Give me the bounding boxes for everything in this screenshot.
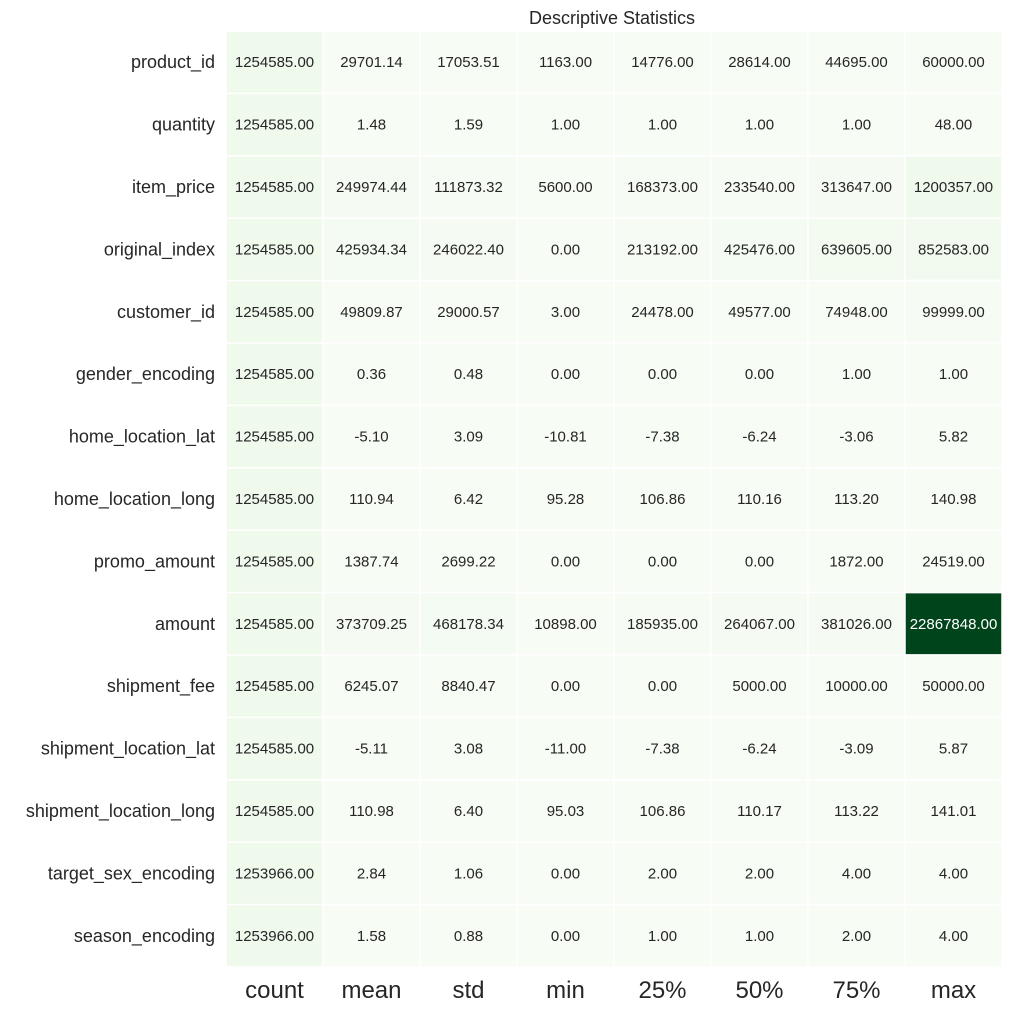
- cell-value-label: -11.00: [544, 740, 587, 758]
- cell-value-label: 6.42: [453, 491, 484, 508]
- cell-value-label: 10898.00: [534, 615, 597, 633]
- cell-value-label: 113.22: [834, 803, 879, 820]
- heatmap-cells: [226, 31, 1002, 967]
- cell-value-label: 213192.00: [627, 241, 698, 259]
- cell-value-label: 0.00: [550, 241, 581, 259]
- cell-value-label: 28614.00: [728, 54, 791, 72]
- cell-value-label: 4.00: [841, 865, 872, 883]
- chart-title: Descriptive Statistics: [528, 8, 696, 28]
- cell-value-label: 24519.00: [922, 553, 985, 571]
- row-label: customer_id: [116, 301, 215, 322]
- cell-value-label: -5.11: [354, 740, 389, 758]
- cell-value-label: 0.48: [453, 366, 484, 384]
- cell-value-label: 49577.00: [728, 303, 791, 321]
- cell-value-label: 1.00: [647, 927, 678, 945]
- cell-value-label: 1.00: [938, 366, 969, 384]
- cell-value-label: 852583.00: [918, 241, 989, 259]
- cell-value-label: 106.86: [639, 491, 686, 508]
- cell-value-label: 1254585.00: [234, 54, 315, 72]
- column-label: count: [245, 977, 304, 1004]
- cell-value-label: 140.98: [930, 491, 977, 508]
- cell-value-label: 2.00: [744, 865, 775, 883]
- cell-value-label: 1254585.00: [234, 179, 315, 196]
- row-label: home_location_lat: [68, 426, 215, 447]
- cell-value-label: 4.00: [938, 927, 969, 945]
- cell-value-label: -5.10: [354, 428, 389, 446]
- row-label: season_encoding: [73, 925, 215, 946]
- cell-value-label: 1.58: [356, 927, 387, 945]
- cell-value-label: 1.00: [841, 116, 872, 134]
- cell-value-label: -6.24: [742, 428, 777, 446]
- cell-value-label: 5.87: [938, 740, 969, 758]
- cell-value-label: 0.00: [550, 553, 581, 571]
- cell-value-label: 44695.00: [825, 54, 888, 72]
- cell-value-label: 1.00: [550, 116, 581, 134]
- cell-value-label: 141.01: [930, 803, 977, 820]
- cell-value-label: 264067.00: [724, 615, 795, 633]
- cell-value-label: 110.16: [737, 491, 782, 508]
- cell-value-label: 106.86: [639, 803, 686, 820]
- cell-value-label: 95.03: [546, 803, 585, 820]
- cell-value-label: 1200357.00: [913, 179, 994, 196]
- row-label: shipment_location_lat: [40, 738, 215, 759]
- cell-value-label: 1.00: [744, 927, 775, 945]
- column-label: 75%: [832, 977, 881, 1004]
- row-label: gender_encoding: [75, 364, 215, 385]
- cell-value-label: 1254585.00: [234, 366, 315, 384]
- cell-value-label: 2.00: [841, 927, 872, 945]
- cell-value-label: -10.81: [544, 428, 587, 446]
- cell-value-label: 1387.74: [344, 553, 399, 571]
- cell-value-label: 0.36: [356, 366, 387, 384]
- column-label: min: [546, 977, 585, 1004]
- cell-value-label: -3.09: [839, 740, 874, 758]
- cell-value-label: 22867848.00: [909, 615, 998, 633]
- row-label: promo_amount: [93, 551, 215, 572]
- cell-value-label: -7.38: [645, 740, 680, 758]
- cell-value-label: 1254585.00: [234, 116, 315, 134]
- cell-value-label: 0.00: [647, 366, 678, 384]
- cell-value-label: 468178.34: [433, 615, 504, 633]
- cell-value-label: 29701.14: [340, 54, 403, 72]
- cell-value-label: 74948.00: [825, 303, 888, 321]
- column-label: std: [452, 977, 485, 1004]
- cell-value-label: 1254585.00: [234, 615, 315, 633]
- cell-value-label: 6.40: [453, 803, 484, 820]
- cell-value-label: 110.94: [349, 491, 394, 508]
- cell-value-label: 1254585.00: [234, 803, 315, 820]
- cell-value-label: 2.84: [356, 865, 387, 883]
- cell-value-label: 249974.44: [336, 179, 407, 196]
- cell-value-label: 1.06: [453, 865, 484, 883]
- cell-value-label: 0.00: [744, 366, 775, 384]
- cell-value-label: 0.00: [744, 553, 775, 571]
- cell-value-label: 111873.32: [434, 179, 503, 196]
- cell-value-label: 5000.00: [732, 678, 787, 696]
- cell-value-label: 1253966.00: [234, 927, 315, 945]
- cell-value-label: 99999.00: [922, 303, 985, 321]
- cell-value-label: 48.00: [934, 116, 973, 134]
- cell-value-label: 1254585.00: [234, 303, 315, 321]
- cell-value-label: 381026.00: [821, 615, 892, 633]
- cell-value-label: 168373.00: [627, 179, 698, 196]
- cell-value-label: -7.38: [645, 428, 680, 446]
- cell-value-label: 1254585.00: [234, 241, 315, 259]
- cell-value-label: 0.00: [550, 678, 581, 696]
- row-label: home_location_long: [53, 489, 215, 509]
- cell-value-label: 29000.57: [437, 303, 500, 321]
- cell-value-label: 1253966.00: [234, 865, 315, 883]
- cell-value-label: 313647.00: [821, 179, 892, 196]
- cell-value-label: 49809.87: [340, 303, 403, 321]
- cell-value-label: 0.88: [453, 927, 484, 945]
- cell-value-label: 5.82: [938, 428, 969, 446]
- cell-value-label: 1.59: [453, 116, 484, 134]
- cell-value-label: 50000.00: [922, 678, 985, 696]
- cell-value-label: 8840.47: [441, 678, 496, 696]
- cell-value-label: 4.00: [938, 865, 969, 883]
- cell-value-label: 1872.00: [829, 553, 884, 571]
- cell-value-label: 3.08: [453, 740, 484, 758]
- cell-value-label: 14776.00: [631, 54, 694, 72]
- cell-value-label: -6.24: [742, 740, 777, 758]
- column-label: 50%: [735, 977, 784, 1004]
- column-label: mean: [341, 977, 402, 1004]
- cell-value-label: 2699.22: [441, 553, 496, 571]
- cell-value-label: 110.98: [349, 803, 394, 820]
- cell-value-label: 0.00: [647, 678, 678, 696]
- cell-value-label: 95.28: [546, 491, 585, 508]
- cell-value-label: 425476.00: [724, 241, 795, 259]
- cell-value-label: 1254585.00: [234, 491, 315, 508]
- cell-value-label: 425934.34: [336, 241, 407, 259]
- cell-value-label: 0.00: [550, 865, 581, 883]
- row-label: target_sex_encoding: [47, 863, 215, 884]
- cell-value-label: 246022.40: [433, 241, 504, 259]
- cell-value-label: 233540.00: [724, 179, 795, 196]
- cell-value-label: 0.00: [550, 927, 581, 945]
- row-label: amount: [154, 613, 215, 634]
- cell-value-label: 0.00: [647, 553, 678, 571]
- cell-value-label: 373709.25: [336, 615, 407, 633]
- cell-value-label: 1.00: [647, 116, 678, 134]
- column-label: max: [930, 977, 977, 1004]
- cell-value-label: 24478.00: [631, 303, 694, 321]
- cell-value-label: 5600.00: [538, 179, 593, 196]
- cell-value-label: 639605.00: [821, 241, 892, 259]
- cell-value-label: 17053.51: [437, 54, 500, 72]
- row-label: shipment_fee: [106, 676, 215, 697]
- cell-value-label: 1.00: [841, 366, 872, 384]
- row-labels: [26, 52, 215, 947]
- cell-value-label: 3.09: [453, 428, 484, 446]
- cell-value-label: 1254585.00: [234, 428, 315, 446]
- cell-value-label: 2.00: [647, 865, 678, 883]
- cell-value-label: 60000.00: [922, 54, 985, 72]
- cell-value-label: 1254585.00: [234, 740, 315, 758]
- cell-value-label: 3.00: [550, 303, 581, 321]
- row-label: item_price: [131, 177, 215, 197]
- cell-value-label: 1254585.00: [234, 678, 315, 696]
- cell-value-label: 1.48: [356, 116, 387, 134]
- column-labels: [245, 977, 976, 1004]
- cell-value-label: 1.00: [744, 116, 775, 134]
- row-label: shipment_location_long: [25, 801, 215, 821]
- cell-value-label: -3.06: [839, 428, 874, 446]
- row-label: quantity: [151, 114, 215, 135]
- cell-value-label: 1163.00: [538, 54, 593, 72]
- cell-value-label: 6245.07: [344, 678, 399, 696]
- cell-value-label: 1254585.00: [234, 553, 315, 571]
- cell-value-label: 10000.00: [825, 678, 888, 696]
- row-label: product_id: [130, 52, 215, 73]
- column-label: 25%: [638, 977, 687, 1004]
- row-label: original_index: [103, 239, 215, 260]
- cell-value-label: 185935.00: [627, 615, 698, 633]
- cell-value-label: 110.17: [737, 803, 782, 820]
- cell-value-label: 0.00: [550, 366, 581, 384]
- cell-value-label: 113.20: [834, 491, 879, 508]
